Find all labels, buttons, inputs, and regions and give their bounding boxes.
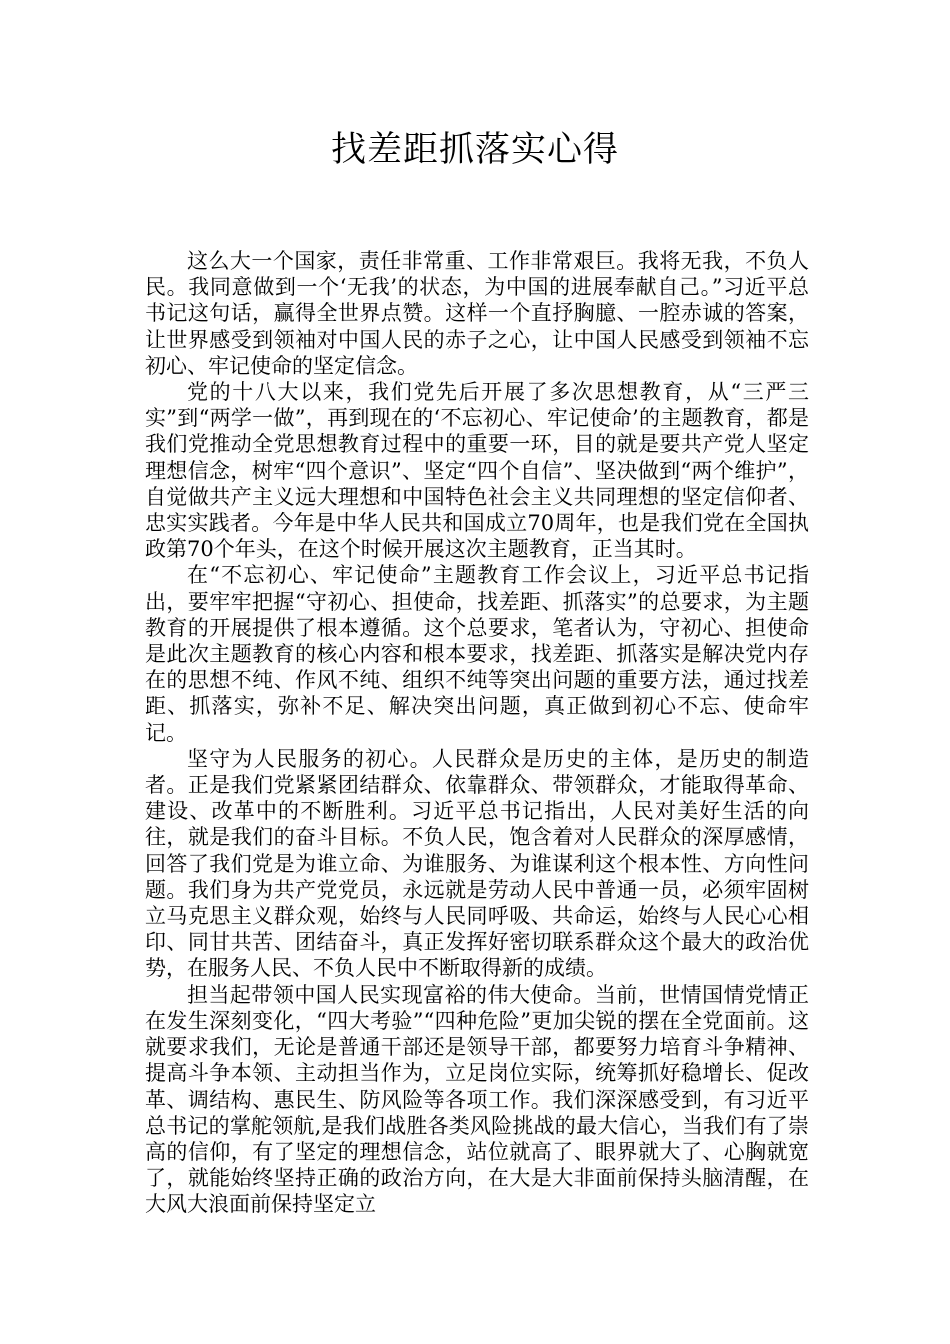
paragraph: 在“不忘初心、牢记使命”主题教育工作会议上，习近平总书记指出，要牢牢把握“守初心、担使命，找差距、抓落实”的总要求，为主题教育的开展提供了根本遵循。这个总要求，笔者认为，守初心、担使命是此次主题教育的核心内容和根本要求，找差距、抓落实是解决党内存在的思想不纯、作风不纯、组织不纯等突出问题的重要方法，通过找差距、抓落实，弥补不足、解决突出问题，真正做到初心不忘、使命牢记。 [145, 563, 809, 745]
document-title: 找差距抓落实心得 [330, 130, 619, 170]
paragraph: 这么大一个国家，责任非常重、工作非常艰巨。我将无我，不负人民。我同意做到一个‘无我’的状态，为中国的进展奉献自己。”习近平总书记这句话，赢得全世界点赞。这样一个直抒胸臆、一腔赤诚的答案，让世界感受到领袖对中国人民的赤子之心，让中国人民感受到领袖不忘初心、牢记使命的坚定信念。 [145, 249, 809, 378]
document-body [145, 248, 809, 1218]
paragraph: 党的十八大以来，我们党先后开展了多次思想教育，从“三严三实”到“两学一做”，再到现在的‘不忘初心、牢记使命’的主题教育，都是我们党推动全党思想教育过程中的重要一环，目的就是要共产党人坚定理想信念，树牢“四个意识”、坚定“四个自信”、坚决做到“两个维护”，自觉做共产主义远大理想和中国特色社会主义共同理想的坚定信仰者、忠实实践者。今年是中华人民共和国成立70周年，也是我们党在全国执政第70个年头，在这个时候开展这次主题教育，正当其时。 [145, 380, 809, 562]
paragraph: 坚守为人民服务的初心。人民群众是历史的主体，是历史的制造者。正是我们党紧紧团结群众、依靠群众、带领群众，才能取得革命、建设、改革中的不断胜利。习近平总书记指出，人民对美好生活的向往，就是我们的奋斗目标。不负人民，饱含着对人民群众的深厚感情，回答了我们党是为谁立命、为谁服务、为谁谋利这个根本性、方向性问题。我们身为共产党党员，永远就是劳动人民中普通一员，必须牢固树立马克思主义群众观，始终与人民同呼吸、共命运，始终与人民心心相印、同甘共苦、团结奋斗，真正发挥好密切联系群众这个最大的政治优势，在服务人民、不负人民中不断取得新的成绩。 [145, 746, 809, 981]
paragraph: 担当起带领中国人民实现富裕的伟大使命。当前，世情国情党情正在发生深刻变化，“四大考验”“四种危险”更加尖锐的摆在全党面前。这就要求我们，无论是普通干部还是领导干部，都要努力培育斗争精神、提高斗争本领、主动担当作为，立足岗位实际，统筹抓好稳增长、促改革、调结构、惠民生、防风险等各项工作。我们深深感受到，有习近平总书记的掌舵领航,是我们战胜各类风险挑战的最大信心，当我们有了崇高的信仰，有了坚定的理想信念，站位就高了、眼界就大了、心胸就宽了，就能始终坚持正确的政治方向，在大是大非面前保持头脑清醒，在大风大浪面前保持坚定立 [145, 982, 809, 1217]
